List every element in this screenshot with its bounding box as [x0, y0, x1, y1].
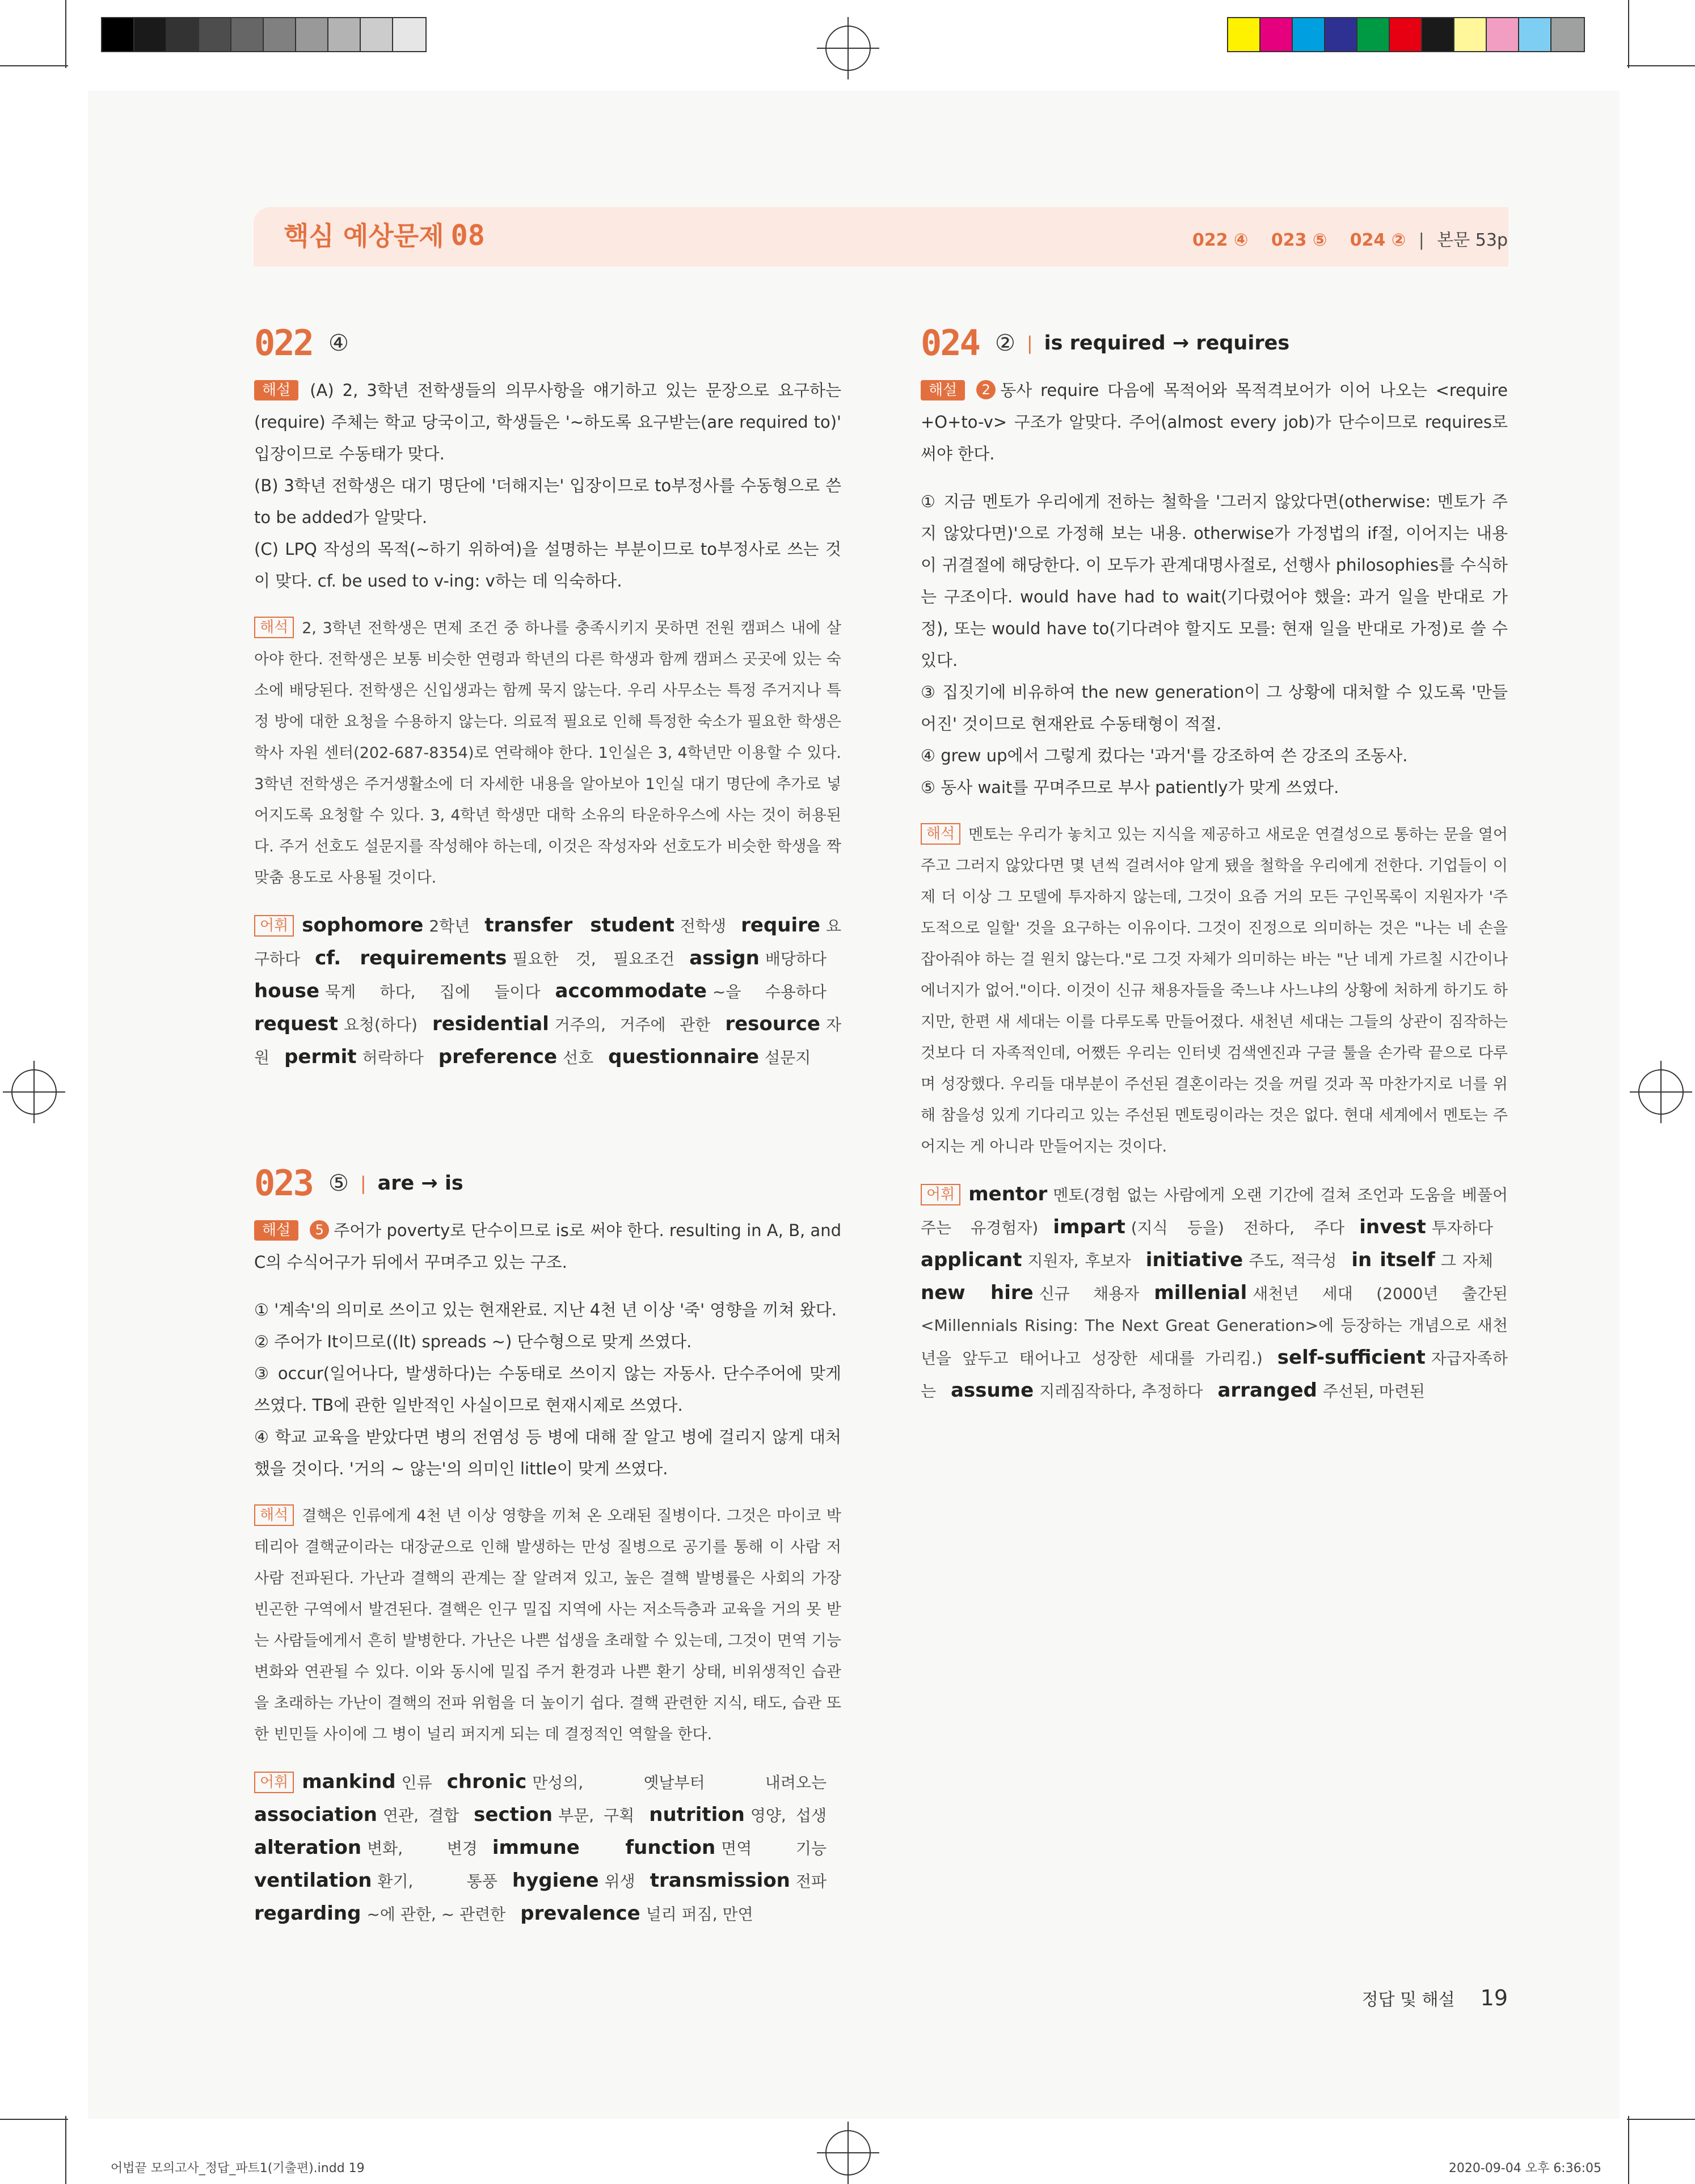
translation-tag: 해석 — [254, 1504, 294, 1526]
vocab-meaning: 변화, 변경 — [367, 1839, 478, 1858]
translation-text: 멘토는 우리가 놓치고 있는 지식을 제공하고 새로운 연결성으로 통하는 문을 열어주고 그러지 않았다면 몇 년씩 걸려서야 알게 됐을 철학을 우리에게 전한다. 기업들이 이제 더 이상 그 모델에 투자하지 않는데, 그것이 요즘 거의 모든 구인목록이 지원자가 '주도적으로 일할' 것을 요구하는 이유이다. 그것이 진정으로 의미하는 것은 "나는 네 손을 잡아줘야 하는 걸 원치 않는다."로 그것 자체가 의미하는 바는 "난 네게 가르칠 시간이나 에너지가 없어."이다. 이것이 신규 채용자들을 죽느냐 사느냐의 상황에 처하게 하기도 하지만, 한편 새 세대는 이를 다루도록 만들어졌다. 새천년 세대는 그들의 상관이 짐작하는 것보다 더 자족적인데, 어쨌든 우리는 인터넷 검색엔진과 구글 툴을 손가락 끝으로 다루며 성장했다. 우리들 대부분이 주선된 결혼이라는 것을 꺼릴 것과 꼭 마찬가지로 너를 위해 참을성 있게 기다리고 있는 주선된 멘토링이라는 것은 없다. 현대 세계에서 멘토는 주어지는 게 아니라 만들어지는 것이다. — [921, 826, 1508, 1156]
vocab-word: immune function — [492, 1836, 716, 1859]
color-swatch-strip — [1227, 17, 1585, 52]
page-title-text: 핵심 예상문제 — [284, 221, 444, 251]
color-swatch — [361, 18, 393, 51]
vocab-word: resource — [725, 1013, 820, 1035]
vocab-word: request — [254, 1013, 338, 1035]
registration-mark-bottom — [817, 2122, 879, 2184]
vocab-word: transfer student — [484, 914, 674, 937]
crop-mark — [1628, 2116, 1629, 2184]
vocab-word: alteration — [254, 1836, 362, 1859]
vocab-word: chronic — [446, 1770, 527, 1793]
question-number: 022 — [254, 322, 313, 364]
vocab-meaning: 2학년 — [429, 917, 470, 935]
divider: | — [1026, 332, 1033, 354]
crop-mark — [1628, 0, 1629, 68]
vocab-meaning: 널리 퍼짐, 만연 — [646, 1905, 753, 1924]
left-column — [254, 318, 841, 1946]
translation-tag: 해석 — [254, 617, 294, 638]
vocab-meaning: 주선된, 마련된 — [1322, 1382, 1425, 1401]
vocab-meaning: 면역 기능 — [721, 1839, 827, 1858]
vocabulary-tag: 어휘 — [921, 1184, 960, 1205]
color-swatch — [328, 18, 361, 51]
explanation-023 — [254, 1215, 841, 1278]
vocab-word: preference — [438, 1045, 558, 1068]
color-swatch — [167, 18, 199, 51]
vocab-meaning: 자원 — [254, 1015, 841, 1067]
section-name: 정답 및 해설 — [1361, 1990, 1455, 2010]
color-swatch — [1519, 18, 1551, 51]
vocab-word: cf. requirements — [315, 947, 507, 969]
question-024-heading — [921, 318, 1508, 369]
color-swatch — [1325, 18, 1357, 51]
translation-text: 2, 3학년 전학생은 면제 조건 중 하나를 충족시키지 못하면 전원 캠퍼스 내에 살아야 한다. 전학생은 보통 비슷한 연령과 학년의 다른 학생과 함께 캠퍼스 곳곳에 있는 숙소에 배당된다. 전학생은 신입생과는 함께 묵지 않는다. 우리 사무소는 특정 주거지나 특정 방에 대한 요청을 수용하지 않는다. 의료적 필요로 인해 특정한 숙소가 필요한 학생은 학사 자원 센터(202-687-8354)로 연락해야 한다. 1인실은 3, 4학년만 이용할 수 있다. 3학년 전학생은 주거생활소에 더 자세한 내용을 알아보아 1인실 대기 명단에 추가로 넣어지도록 요청할 수 있다. 3, 4학년 학생만 대학 소유의 타운하우스에 사는 것이 허용된다. 주거 선호도 설문지를 작성해야 하는데, 이것은 작성자와 선호도가 비슷한 학생을 짝 맞춤 용도로 사용될 것이다. — [254, 619, 841, 887]
explanation-022 — [254, 374, 841, 597]
divider: | — [360, 1173, 366, 1194]
crop-mark — [1627, 2119, 1695, 2120]
vocab-meaning: 전파 — [795, 1872, 827, 1891]
point-3: ③ 집짓기에 비유하여 the new generation이 그 상황에 대처할 수 있도록 '만들어진' 것이므로 현재완료 수동태형이 적절. — [921, 682, 1508, 733]
registration-mark-top — [817, 17, 879, 79]
vocab-word: residential — [432, 1013, 549, 1035]
vocab-word: transmission — [650, 1869, 790, 1892]
page-number: 19 — [1480, 1985, 1508, 2010]
points-024 — [921, 486, 1508, 803]
color-swatch — [134, 18, 167, 51]
explanation-tag: 해설 — [254, 1220, 298, 1241]
vocab-word: invest — [1359, 1216, 1426, 1238]
color-swatch — [1357, 18, 1390, 51]
point-2: ② 주어가 It이므로((It) spreads ~) 단수형으로 맞게 쓰였다. — [254, 1332, 692, 1351]
points-023 — [254, 1294, 841, 1485]
vocab-word: prevalence — [520, 1902, 640, 1925]
vocab-word: self-sufficient — [1277, 1346, 1426, 1369]
vocabulary-024 — [921, 1178, 1508, 1407]
vocab-word: assign — [689, 947, 760, 969]
vocab-meaning: ~에 관한, ~ 관련한 — [366, 1905, 506, 1924]
translation-022 — [254, 613, 841, 893]
color-swatch — [199, 18, 231, 51]
explanation-tag: 해설 — [254, 380, 298, 400]
vocab-word: questionnaire — [608, 1045, 760, 1068]
color-swatch — [231, 18, 264, 51]
vocab-meaning: ~을 수용하다 — [712, 983, 827, 1001]
answer-choice: ④ — [328, 330, 349, 356]
vocab-meaning: 요청(하다) — [343, 1015, 418, 1034]
vocabulary-023 — [254, 1766, 841, 1930]
vocab-meaning: 거주의, 거주에 관한 — [554, 1015, 711, 1034]
vocab-meaning: 요구하다 — [254, 917, 841, 968]
vocab-word: regarding — [254, 1902, 361, 1925]
color-swatch — [1422, 18, 1454, 51]
color-swatch — [1487, 18, 1519, 51]
vocab-meaning: 만성의, 옛날부터 내려오는 — [532, 1773, 827, 1792]
divider: | — [1418, 230, 1424, 250]
vocab-word: house — [254, 980, 320, 1002]
color-swatch — [1228, 18, 1260, 51]
vocab-meaning: 연관, 결합 — [383, 1806, 459, 1825]
vocab-meaning: 주도, 적극성 — [1249, 1251, 1337, 1270]
explanation-024 — [921, 374, 1508, 470]
page-title — [284, 216, 485, 253]
color-swatch — [1260, 18, 1293, 51]
crop-mark — [0, 2119, 68, 2120]
color-swatch — [296, 18, 328, 51]
question-023-heading — [254, 1158, 841, 1209]
point-3: ③ occur(일어나다, 발생하다)는 수동태로 쓰이지 않는 자동사. 단수주어에 맞게 쓰였다. TB에 관한 일반적인 사실이므로 현재시제로 쓰였다. — [254, 1364, 841, 1415]
point-5: ⑤ 동사 wait를 꾸며주므로 부사 patiently가 맞게 쓰였다. — [921, 778, 1339, 797]
question-number: 023 — [254, 1162, 313, 1204]
vocab-meaning: 그 자체 — [1440, 1251, 1494, 1270]
vocab-meaning: 영양, 섭생 — [750, 1806, 827, 1825]
question-022-heading — [254, 318, 841, 369]
slug-timestamp: 2020-09-04 오후 6:36:05 — [1448, 2161, 1601, 2175]
explanation-a: (A) 2, 3학년 전학생들의 의무사항을 얘기하고 있는 문장으로 요구하는 (require) 주체는 학교 당국이고, 학생들은 '~하도록 요구받는(are required to)' 입장이므로 수동태가 맞다. — [254, 381, 841, 463]
crop-mark — [0, 65, 68, 66]
translation-023 — [254, 1500, 841, 1750]
vocab-meaning: 지원자, 후보자 — [1027, 1251, 1131, 1270]
page-title-number: 08 — [450, 219, 485, 252]
vocabulary-tag: 어휘 — [254, 1772, 294, 1793]
crop-mark — [1627, 65, 1695, 66]
vocab-word: require — [741, 914, 820, 937]
vocab-meaning: 허락하다 — [362, 1048, 424, 1067]
vocab-meaning: 선호 — [563, 1048, 594, 1067]
vocab-meaning: 멘토(경험 없는 사람에게 오랜 기간에 걸쳐 조언과 도움을 베풀어 주는 유경험자) — [921, 1186, 1508, 1237]
vocab-meaning: 환기, 통풍 — [377, 1872, 497, 1891]
vocab-meaning: (지식 등을) 전하다, 주다 — [1131, 1219, 1345, 1237]
point-4: ④ 학교 교육을 받았다면 병의 전염성 등 병에 대해 잘 알고 병에 걸리지 않게 대처했을 것이다. '거의 ~ 않는'의 의미인 little이 맞게 쓰였다. — [254, 1427, 841, 1478]
explanation-c: (C) LPQ 작성의 목적(~하기 위하여)을 설명하는 부분이므로 to부정사로 쓰는 것이 맞다. cf. be used to v-ing: v하는 데 익숙하다. — [254, 539, 841, 591]
vocab-word: accommodate — [555, 980, 707, 1002]
color-swatch — [102, 18, 134, 51]
answer-choice: ⑤ — [328, 1170, 349, 1196]
color-swatch — [1551, 18, 1584, 51]
translation-text: 결핵은 인류에게 4천 년 이상 영향을 끼쳐 온 오래된 질병이다. 그것은 마이코 박테리아 결핵균이라는 대장균으로 인해 발생하는 만성 질병으로 공기를 통해 이 사람 저 사람 전파된다. 가난과 결핵의 관계는 잘 알려져 있고, 높은 결핵 발병률은 사회의 가장 빈곤한 구역에서 발견된다. 결핵은 인구 밀집 지역에 사는 저소득층과 교육을 거의 못 받는 사람들에게서 흔히 발병한다. 가난은 나쁜 섭생을 초래할 수 있는데, 그것이 면역 기능 변화와 연관될 수 있다. 이와 동시에 밀집 주거 환경과 나쁜 환기 상태, 비위생적인 습관을 초래하는 가난이 결핵의 전파 위험을 더 높이기 쉽다. 결핵 관련한 지식, 태도, 습관 또한 빈민들 사이에 그 병이 널리 퍼지게 되는 데 결정적인 역할을 한다. — [254, 1507, 841, 1743]
vocab-meaning: 새천년 세대 (2000년 출간된 <Millennials Rising: The Next Great Generation>에 등장하는 개념으로 새천년을 앞두고 태어나고 성장한 세대를 가리킴.) — [921, 1284, 1508, 1368]
explanation-tag: 해설 — [921, 380, 965, 400]
right-column — [921, 318, 1508, 1423]
color-swatch — [1454, 18, 1487, 51]
vocab-meaning: 위생 — [604, 1872, 635, 1891]
answer-summary — [1192, 226, 1508, 251]
vocab-word: assume — [951, 1379, 1034, 1402]
explanation-b: (B) 3학년 전학생은 대기 명단에 '더해지는' 입장이므로 to부정사를 수동형으로 쓴 to be added가 알맞다. — [254, 476, 841, 527]
vocab-word: applicant — [921, 1249, 1022, 1271]
crop-mark — [65, 0, 66, 68]
vocab-word: nutrition — [649, 1803, 745, 1826]
vocab-word: hygiene — [512, 1869, 599, 1892]
vocab-word: sophomore — [302, 914, 424, 937]
vocab-meaning: 부문, 구획 — [558, 1806, 635, 1825]
vocab-word: initiative — [1145, 1249, 1243, 1271]
question-number: 024 — [921, 322, 979, 364]
vocab-word: arranged — [1217, 1379, 1317, 1402]
vocab-word: impart — [1053, 1216, 1125, 1238]
answer-022: 022 ④ — [1192, 230, 1249, 250]
slug-filename: 어법끝 모의고사_정답_파트1(기출편).indd 19 — [111, 2161, 365, 2175]
translation-024 — [921, 819, 1508, 1162]
correction: are → is — [377, 1172, 463, 1195]
point-4: ④ grew up에서 그렇게 컸다는 '과거'를 강조하여 쓴 강조의 조동사. — [921, 746, 1408, 765]
vocab-word: in itself — [1351, 1249, 1435, 1271]
answer-024: 024 ② — [1350, 230, 1406, 250]
vocab-meaning: 전학생 — [680, 917, 727, 935]
page-reference: 본문 53p — [1437, 230, 1508, 250]
explanation-main: 동사 require 다음에 목적어와 목적격보어가 이어 나오는 <require +O+to-v> 구조가 알맞다. 주어(almost every job)가 단수이므로 requires로 써야 한다. — [921, 381, 1508, 463]
vocab-word: ventilation — [254, 1869, 372, 1892]
translation-tag: 해석 — [921, 823, 960, 845]
vocab-meaning: 자급자족하는 — [921, 1349, 1508, 1401]
answer-choice: ② — [994, 330, 1015, 356]
vocab-word: mentor — [968, 1183, 1048, 1205]
vocab-word: millenial — [1154, 1281, 1247, 1304]
color-swatch — [393, 18, 425, 51]
registration-mark-right — [1630, 1061, 1692, 1123]
point-1: ① 지금 멘토가 우리에게 전하는 철학을 '그러지 않았다면(otherwise: 멘토가 주지 않았다면)'으로 가정해 보는 내용. otherwise가 가정법의 if절, 이어지는 내용이 귀결절에 해당한다. 이 모두가 관계대명사절로, 선행사 philosophies를 수식하는 구조이다. would have had to wait(기다렸어야 했을: 과거 일을 반대로 가정), 또는 would have to(기다려야 할지도 모를: 현재 일을 반대로 가정)로 쓸 수 있다. — [921, 492, 1508, 670]
color-swatch — [264, 18, 296, 51]
vocab-meaning: 신규 채용자 — [1039, 1284, 1140, 1303]
correction: is required → requires — [1044, 332, 1290, 355]
vocab-word: section — [474, 1803, 553, 1826]
vocab-meaning: 묵게 하다, 집에 들이다 — [325, 983, 541, 1001]
registration-mark-left — [3, 1061, 65, 1123]
answer-023: 023 ⑤ — [1271, 230, 1327, 250]
vocab-meaning: 지레짐작하다, 추정하다 — [1039, 1382, 1203, 1401]
vocab-meaning: 인류 — [401, 1773, 432, 1792]
vocab-meaning: 설문지 — [765, 1048, 811, 1067]
explanation-main: 주어가 poverty로 단수이므로 is로 써야 한다. resulting in A, B, and C의 수식어구가 뒤에서 꾸며주고 있는 구조. — [254, 1221, 841, 1272]
crop-mark — [65, 2116, 66, 2184]
vocab-word: permit — [284, 1045, 357, 1068]
color-swatch — [1293, 18, 1325, 51]
vocabulary-tag: 어휘 — [254, 915, 294, 937]
vocab-meaning: 투자하다 — [1431, 1219, 1493, 1237]
vocab-word: mankind — [302, 1770, 396, 1793]
vocabulary-022 — [254, 909, 841, 1074]
vocab-word: association — [254, 1803, 377, 1826]
answer-badge: 2 — [976, 380, 996, 399]
vocab-word: new hire — [921, 1281, 1034, 1304]
point-1: ① '계속'의 의미로 쓰이고 있는 현재완료. 지난 4천 년 이상 '죽' 영향을 끼쳐 왔다. — [254, 1300, 837, 1319]
answer-badge: 5 — [310, 1220, 329, 1239]
color-swatch — [1390, 18, 1422, 51]
vocab-meaning: 필요한 것, 필요조건 — [512, 950, 675, 968]
vocab-meaning: 배당하다 — [765, 950, 827, 968]
page-footer — [1362, 1985, 1508, 2010]
gray-swatch-strip — [101, 17, 427, 52]
